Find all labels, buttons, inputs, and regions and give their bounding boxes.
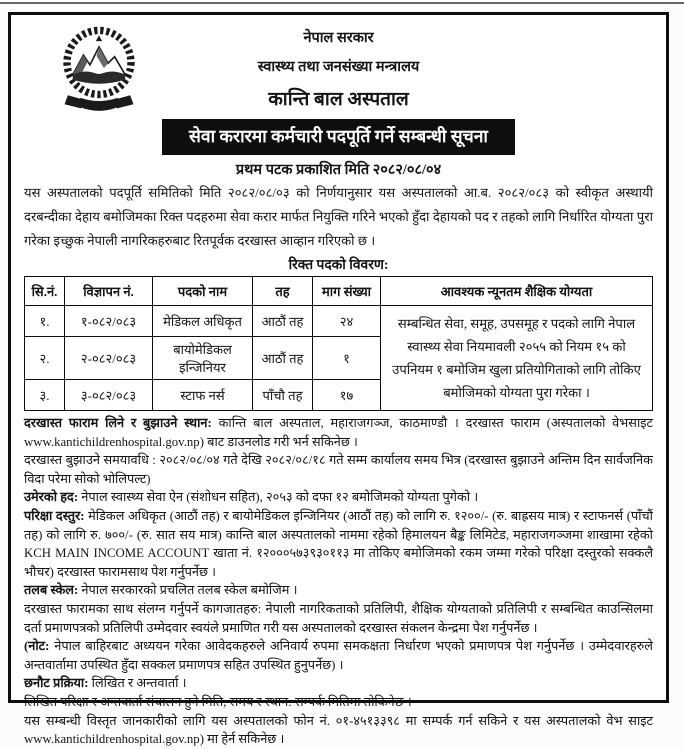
paragraph-text: दरखास्त बुझाउने समयावधि : २०८२/०८/०४ गते देखि २०८२/०८/१८ गते सम्म कार्यालय समय भित्र (दरखास्त बुझाउने अन्तिम दिन सार्वजनिक विदा परेमा सोको भोलिपल्ट): [24, 453, 653, 486]
notice-paragraph-5: [24, 600, 653, 637]
cell-advt_no: ३-०८२/०८३: [65, 380, 153, 411]
vacancy-col-header-3: तह: [253, 277, 313, 306]
paragraph-lead: (नोट:: [24, 639, 55, 654]
paragraph-text: लिखित र अन्तवार्ता ।: [91, 676, 187, 691]
notice-title-banner: सेवा करारमा कर्मचारी पदपूर्ति गर्ने सम्बन्धी सूचना: [162, 119, 515, 155]
cell-level: आठौं तह: [253, 306, 313, 337]
paragraph-lead: परिक्षा दस्तुर:: [24, 508, 89, 523]
nepal-emblem-icon: [58, 23, 140, 115]
cell-sn: १.: [25, 306, 65, 337]
cell-level: आठौं तह: [253, 337, 313, 380]
title-banner-row: [24, 119, 653, 155]
vacancy-table-body: [25, 306, 653, 411]
notice-paragraph-1: [24, 451, 653, 488]
cell-demand: १७: [313, 380, 381, 411]
paragraph-text: दरखास्त फारामका साथ संलग्न गर्नुपर्ने कागजातहरु: नेपाली नागरिकताको प्रतिलिपी, शैक्षिक योग्यताको प्रतिलिपी र सम्बन्धित काउन्सिलमा दर्ता प्रमाणपत्रको प्रतिलिपी उम्मेदवार स्वयंले प्रमाणित गरी यस अस्पतालको दरखास्त संकलन केन्द्रमा पेश गर्नुपर्नेछ ।: [24, 601, 653, 635]
notice-paragraph-3: [24, 507, 653, 581]
notice-paragraph-9: [24, 712, 653, 749]
notice-paragraph-4: [24, 581, 653, 600]
vacancy-col-header-1: विज्ञापन नं.: [65, 277, 153, 306]
cell-sn: २.: [25, 337, 65, 380]
notice-paragraph-2: [24, 488, 653, 507]
paragraph-text: नेपाल सरकारको प्रचलित तलब स्केल बमोजिम ।: [81, 583, 298, 598]
notice-box: [8, 12, 669, 747]
ministry-name: स्वास्थ्य तथा जनसंख्या मन्त्रालय: [257, 59, 420, 75]
notice-paragraph-7: [24, 674, 653, 693]
vacancy-col-header-5: आवश्यक न्यूनतम शैक्षिक योग्यता: [381, 277, 653, 306]
cell-advt_no: २-०८२/०८३: [65, 337, 153, 380]
notice-header: [24, 20, 653, 155]
vacancy-col-header-4: माग संख्या: [313, 277, 381, 306]
published-date-line: प्रथम पटक प्रकाशित मिति २०८२/०८/०४: [235, 162, 442, 178]
intro-paragraph: यस अस्पतालको पदपूर्ति समितिको मिति २०८२/०८/०३ को निर्णयानुसार यस अस्पतालको आ.ब. २०८२/०८३ को स्वीकृत अस्थायी दरबन्दीका देहाय बमोजिमका रिक्त पदहरुमा सेवा करार मार्फत नियुक्ति गरिने भएको हुँदा देहायको पद र तहको लागि निर्धारित योग्यता पुरा गरेका इच्छुक नेपाली नागरिकहरुबाट रितपूर्वक दरखास्त आव्हान गरिएको छ ।: [24, 185, 653, 248]
paragraph-lead: तलब स्केल:: [24, 583, 82, 598]
paragraph-text: यस सम्बन्धी विस्तृत जानकारीको लागि यस अस्पतालको फोन नं. ०१-४५१३३९८ मा सम्पर्क गर्न सकिने र यस अस्पतालको वेभ साइट www.kantichildrenhospital.gov.np) मा हेर्न सकिनेछ ।: [24, 713, 653, 747]
vacancy-table-row: [25, 306, 653, 337]
cell-advt_no: १-०८२/०८३: [65, 306, 153, 337]
paragraph-text: कान्ति बाल अस्पताल, महाराजगञ्ज, काठमाण्डौ । दरखास्त फाराम (अस्पतालको वेभसाइट www.kantichildrenhospital.gov.np) बाट डाउनलोड गरी भर्न सकिनेछ ।: [24, 416, 653, 449]
hospital-name: कान्ति बाल अस्पताल: [268, 89, 409, 110]
cell-level: पाँचौ तह: [253, 380, 313, 411]
cell-post: स्टाफ नर्स: [153, 380, 253, 411]
government-name: नेपाल सरकार: [303, 30, 374, 46]
vacancy-table: [24, 276, 653, 411]
cell-qualification: सम्बन्धित सेवा, समूह, उपसमूह र पदको लागि नेपाल स्वास्थ्य सेवा नियमावली २०५५ को नियम १५ को उपनियम १ बमोजिम खुला प्रतियोगिताको लागि तोकिए बमोजिमको योग्यता पुरा गरेका ।: [381, 306, 653, 411]
cell-demand: १: [313, 337, 381, 380]
paragraph-text: नेपाल बाहिरबाट अध्ययन गरेका आवेदकहरुले अनिवार्य रुपमा समकक्षता निर्धारण भएको प्रमाणपत्र पेश गर्नुपर्नेछ । उम्मेदवारहरुले अन्तवार्तामा उपस्थित हुँदा सक्कल प्रमाणपत्र सहित उपस्थित हुनुपर्नेछ) ।: [24, 639, 653, 672]
cell-post: मेडिकल अधिकृत: [153, 306, 253, 337]
vacancy-table-title: रिक्त पदको विवरण:: [288, 257, 389, 272]
notice-paragraph-8: [24, 693, 653, 712]
vacancy-col-header-2: पदको नाम: [153, 277, 253, 306]
paragraph-text: मेडिकल अधिकृत (आठौं तह) र बायोमेडिकल इन्जिनियर (आठौं तह) को लागि रु. १२००/- (रु. बाह्रसय मात्र) र स्टाफनर्स (पाँचौं तह) को लागि रु. ७००/- (रु. सात सय मात्र) कान्ति बाल अस्पतालको नाममा रहेको हिमालयन बैङ्क लिमिटेड, महाराजगञ्जमा शाखामा रहेको KCH MAIN INCOME ACCOUNT खाता नं. १२०००५७३९३०११३ मा तोकिए बमोजिमको रकम जम्मा गरेको परिक्षा दस्तुरको सक्कलै भौचर) दरखास्त फारामसाथ पेश गर्नुपर्नेछ ।: [24, 508, 653, 579]
paragraph-lead: उमेरको हद:: [24, 490, 82, 505]
notice-paragraph-0: [24, 414, 653, 451]
notice-paragraphs: [24, 414, 653, 749]
vacancy-col-header-0: सि.नं.: [25, 277, 65, 306]
top-divider: [0, 2, 684, 4]
paragraph-lead: दरखास्त फाराम लिने र बुझाउने स्थान:: [24, 416, 219, 430]
cell-post: बायोमेडिकल इन्जिनियर: [153, 337, 253, 380]
vacancy-table-header-row: [25, 277, 653, 306]
paragraph-text: लिखित परिक्षा र अन्तवार्ता संचालन हुने मिति, समय र स्थान: सम्पर्क मितिमा तोकिनेछ ।: [24, 694, 412, 709]
cell-sn: ३.: [25, 380, 65, 411]
cell-demand: २४: [313, 306, 381, 337]
notice-paragraph-6: [24, 637, 653, 674]
paragraph-lead: छनौट प्रक्रिया:: [24, 676, 92, 691]
paragraph-text: नेपाल स्वास्थ्य सेवा ऐन (संशोधन सहित), २०५३ को दफा १२ बमोजिमको योग्यता पुगेको ।: [81, 490, 479, 505]
